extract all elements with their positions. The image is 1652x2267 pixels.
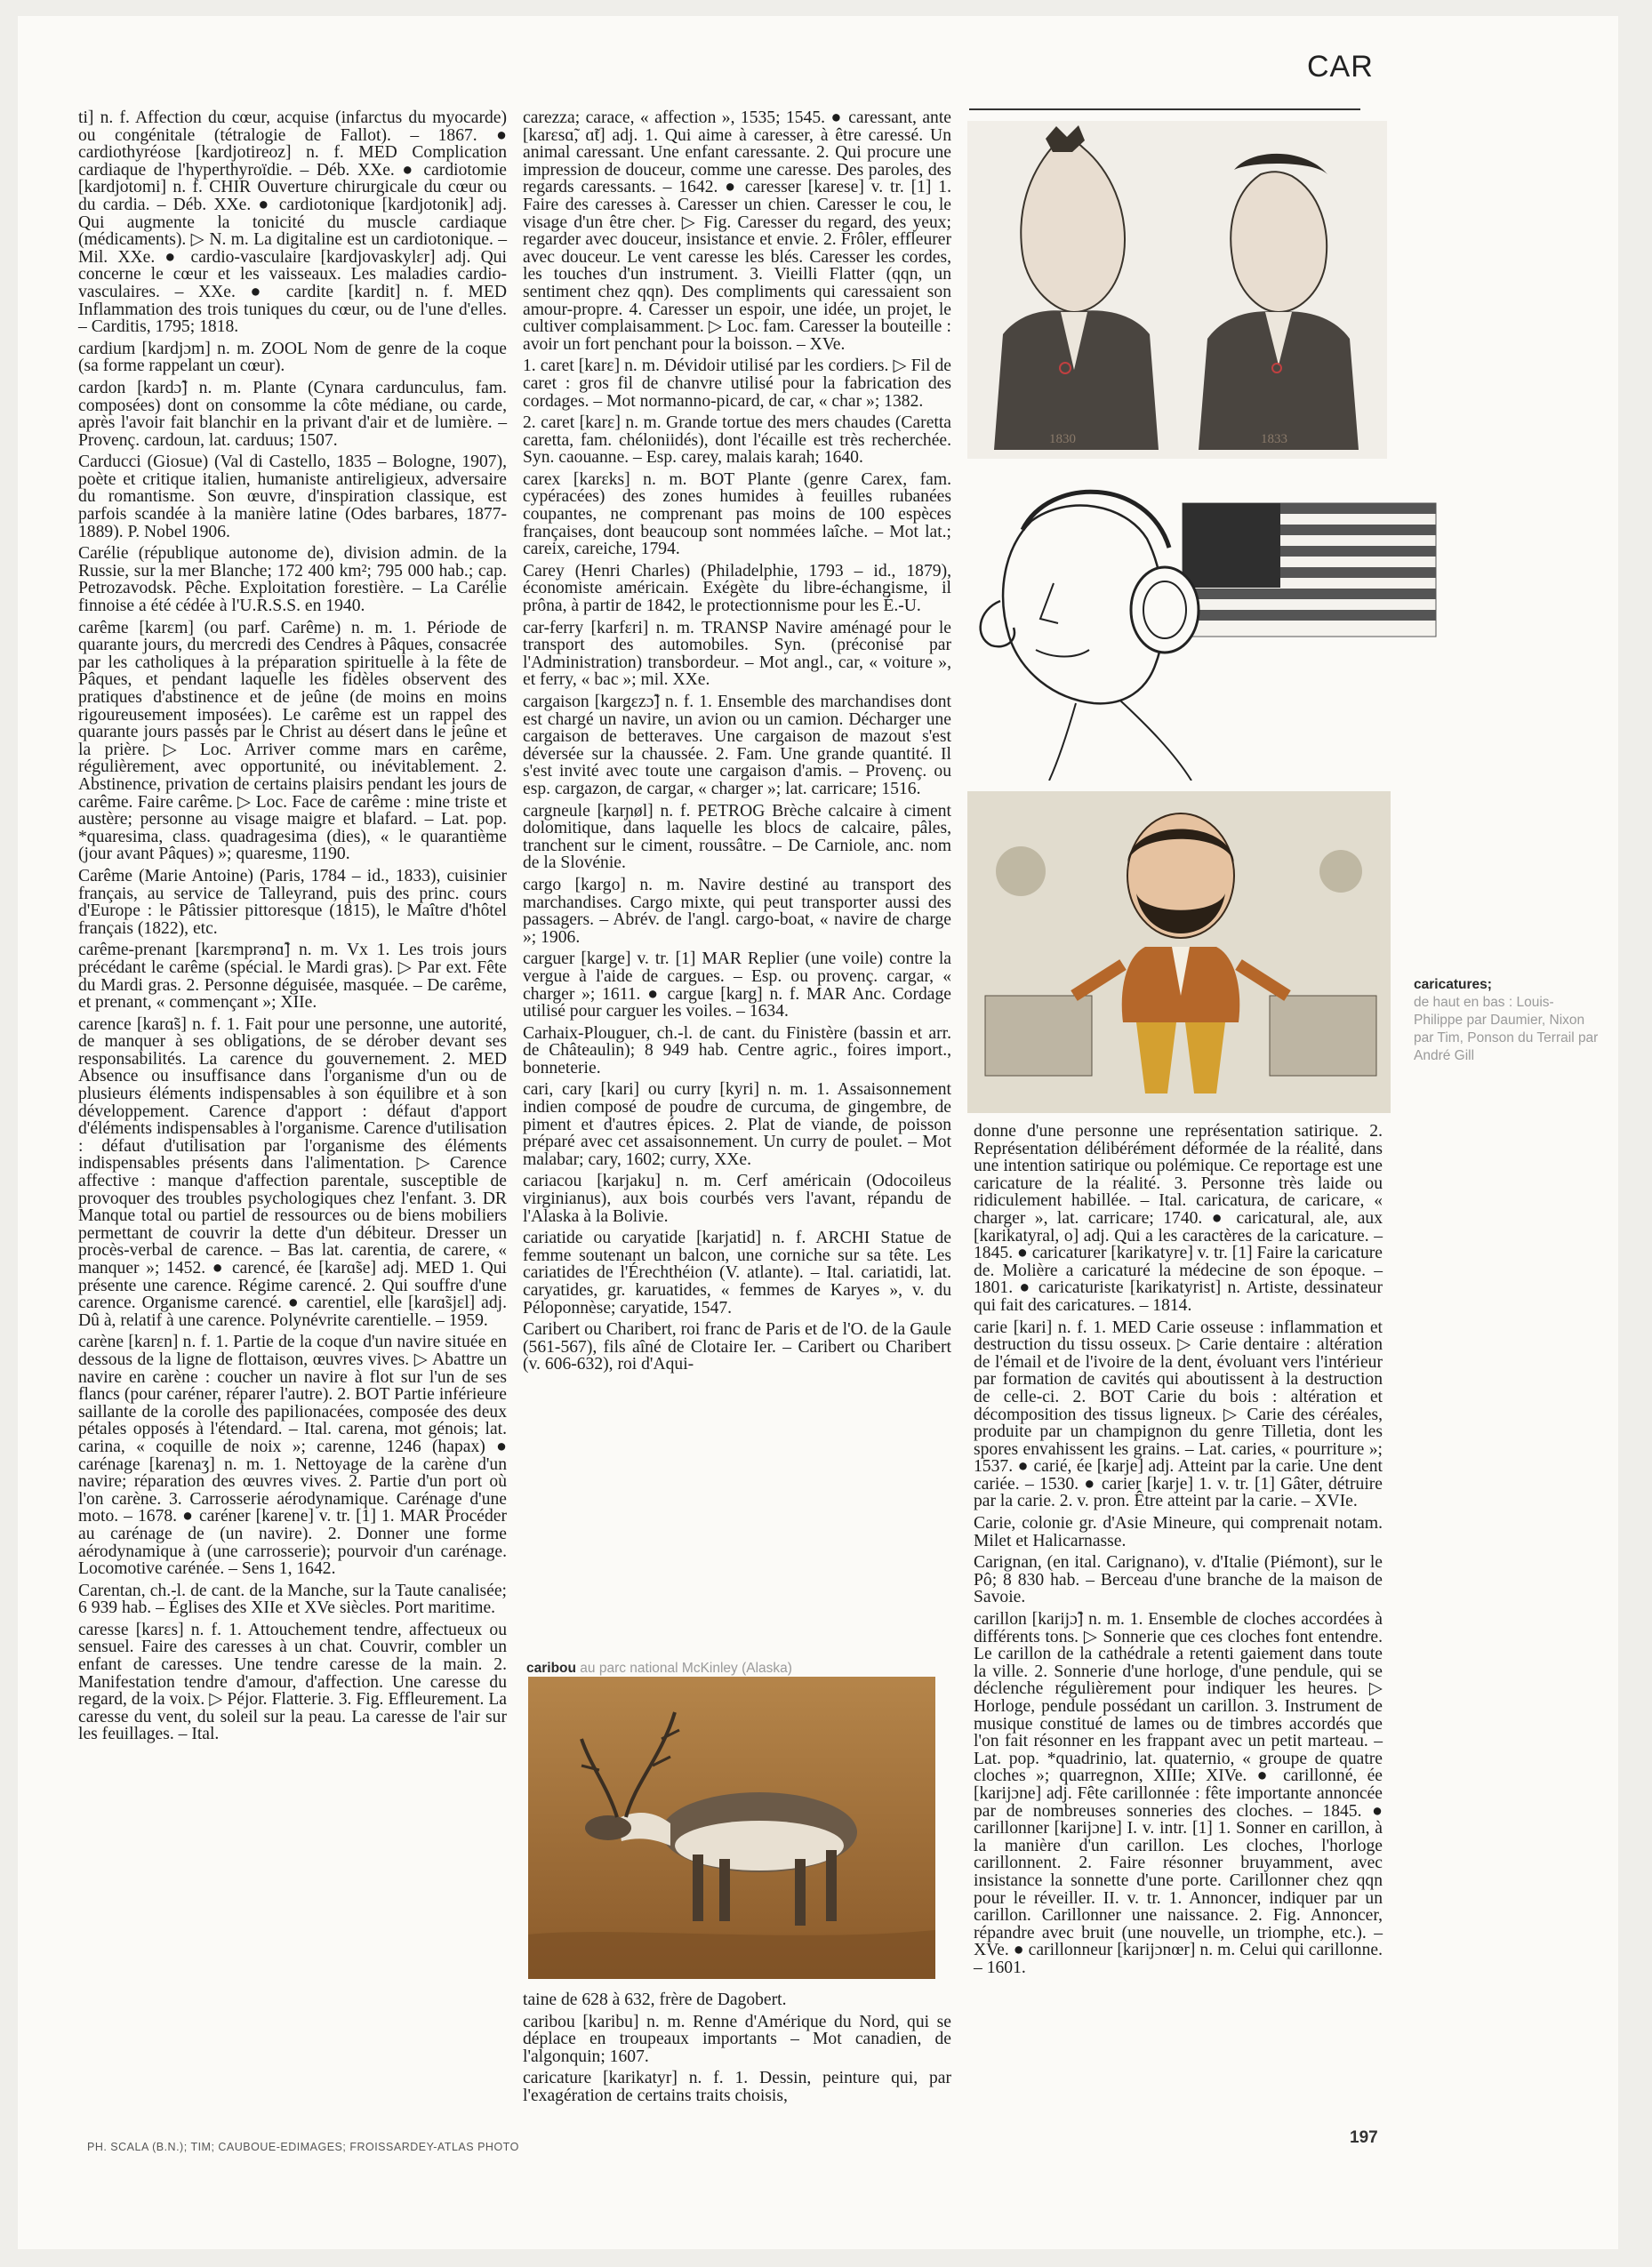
caribou-caption-title: caribou [526,1661,576,1676]
entry-careme-prenant: carême-prenant [karɛmprənɑ̃] n. m. Vx 1. Les trois jours précédant le carême (spécial. le Mardi gras). ▷ Par ext. Fête du Mardi gras. 2. Personne déguisée, masquée. – De carême, et prenant, « commençant »; XIIe. [78,941,507,1013]
entry-caribert-cont: taine de 628 à 632, frère de Dagobert. [523,1991,787,2009]
page-number: 197 [1350,2128,1378,2147]
figure-ponson-du-terrail-gill [967,791,1391,1113]
entry-carie: carie [kari] n. f. 1. MED Carie osseuse : inflammation et destruction du tissu osseux. ▷ Carie dentaire : altération de l'émail et de l'ivoire de la dent, évoluant vers l'intérieur par formation de cavités qui aboutissent à la destruction de celle-ci. 2. BOT Carie du bois : altération et décomposition des tissus ligneux. ▷ Carie des céréales, produite par un champignon du genre Tilletia, dont les spores envahissent les grains. – Lat. caries, « pourriture »; 1537. ● carié, ée [karje] adj. Atteint par la carie. Une dent cariée. – 1530. ● carier [karje] 1. v. tr. [1] Gâter, détruire par la carie. 2. v. pron. Être atteint par la carie. – XVIe. [974,1318,1383,1511]
entry-caricature: caricature [karikatyr] n. f. 1. Dessin, peinture qui, par l'exagération de certains traits choisis, [523,2069,951,2105]
entry-cargo: cargo [kargo] n. m. Navire destiné au transport des marchandises. Cargo mixte, qui peut transporter aussi des passagers. – Abrév. de l'angl. cargo-boat, « navire de charge »; 1906. [523,875,951,947]
entry-cardium: cardium [kardjɔm] n. m. ZOOL Nom de genre de la coque (sa forme rappelant un cœur). [78,339,507,376]
caricatures-caption-text: de haut en bas : Louis-Philippe par Daumier, Nixon par Tim, Ponson du Terrail par André Gill [1414,995,1599,1063]
caribou-photo-illustration [528,1677,935,1979]
entry-carducci: Carducci (Giosue) (Val di Castello, 1835 – Bologne, 1907), poète et critique italien, humaniste antireligieux, adversaire du romantisme. Son œuvre, d'inspiration classique, est parfois scandée à la manière latine (Odes barbares, 1877-1889). P. Nobel 1906. [78,453,507,541]
entry-carguer: carguer [karge] v. tr. [1] MAR Replier (une voile) contre la vergue à l'aide de cargues. – Esp. ou provenç. cargar, « charger »; 1611. ● cargue [karg] n. f. MAR Anc. Cordage utilisé pour carguer les voiles. – 1634. [523,949,951,1021]
column-2-bottom [523,1991,951,2110]
entry-carillon: carillon [karijɔ̃] n. m. 1. Ensemble de cloches accordées à différents tons. ▷ Sonnerie que ces cloches font entendre. Le carillon de la cathédrale a retenti gaiement dans toute la ville. 2. Sonnerie d'une horloge, d'une pendule, qui se déclenche régulièrement pour indiquer les heures. ▷ Horloge, pendule possédant un carillon. 3. Instrument de musique constitué de lames ou de timbres accordés que l'on fait résonner en les frappant avec un petit marteau. – Lat. pop. *quadrinio, lat. quaternio, « groupe de quatre cloches »; quarregnon, XIIIe; XIVe. ● carillonné, ée [karijɔne] adj. Fête carillonnée : fête importante annoncée par de nombreuses sonneries des cloches. – 1845. ● carillonner [karijɔne] I. v. intr. [1] 1. Sonner en carillon, à la manière d'un carillon. Les cloches, l'horloge carillonnent. 2. Faire résonner bruyamment, avec insistance la sonnette d'une porte. Carillonner chez qqn pour le réveiller. II. v. tr. 1. Annoncer, indiquer par un carillon. Carillonner une naissance. 2. Fig. Annoncer, répandre avec bruit (une nouvelle, un triomphe, etc.). – XVe. ● carillonneur [karijɔnœr] n. m. Celui qui carillonne. – 1601. [974,1610,1383,1977]
caricatures-caption [1414,976,1600,1065]
entry-caresse: caresse [karɛs] n. f. 1. Attouchement tendre, affectueux ou sensuel. Faire des caresses à un chat. Couvrir, combler un enfant de caresses. Une tendre caresse de la main. 2. Manifestation tendre d'amour, d'affection. Une caresse du regard, de la voix. ▷ Péjor. Flatterie. 3. Fig. Effleurement. La caresse du vent, du soleil sur la peau. La caresse de l'air sur les feuillages. – Ital. [78,1620,507,1744]
entry-cargneule: cargneule [karɲøl] n. f. PETROG Brèche calcaire à ciment dolomitique, dans laquelle les blocs de calcaire, pâles, tranchent sur le ciment, roussâtre. – De Carniole, anc. nom de la Slovénie. [523,801,951,873]
entry-carene: carène [karɛn] n. f. 1. Partie de la coque d'un navire située en dessous de la ligne de flottaison, œuvres vives. ▷ Abattre un navire en carène : coucher un navire à flot sur l'un de ses flancs (pour caréner, réparer l'autre). 2. BOT Partie inférieure saillante de la corolle des papilionacées, composée des deux pétales opposés à l'étendard. – Ital. carena, mot génois; lat. carina, « coquille de noix »; carenne, 1246 (hapax) ● carénage [karenaʒ] n. m. 1. Nettoyage de la carène d'un navire; réparation des œuvres vives. 2. Partie d'un port où l'on carène. 3. Carrosserie aérodynamique. Carénage d'une moto. – 1678. ● caréner [karene] v. tr. [1] 1. MAR Procéder au carénage de (un navire). 2. Donner une forme aérodynamique à (une carrosserie); pourvoir d'un carénage. Locomotive carénée. – Sens 1, 1642. [78,1333,507,1579]
column-2 [523,109,951,1378]
year-label-1833: 1833 [1261,432,1287,446]
entry-cariacou: cariacou [karjaku] n. m. Cerf américain (Odocoileus virginianus), aux bois courbés vers l'avant, répandu de l'Alaska à la Bolivie. [523,1172,951,1226]
running-head: CAR [1307,50,1374,84]
year-label-1830: 1830 [1049,432,1076,446]
dictionary-page [18,16,1618,2249]
entry-carey: Carey (Henri Charles) (Philadelphie, 1793 – id., 1879), économiste américain. Exégète du libre-échangisme, il prôna, à partir de 1842, le protectionnisme pour les É.-U. [523,561,951,616]
caribou-caption-text: au parc national McKinley (Alaska) [580,1661,792,1676]
caribou-caption [526,1661,944,1677]
photo-credits: PH. SCALA (B.N.); TIM; CAUBOUE-EDIMAGES; FROISSARDEY-ATLAS PHOTO [87,2141,519,2153]
entry-carex: carex [karɛks] n. m. BOT Plante (genre Carex, fam. cypéracées) des zones humides à feuilles rubanées coupantes, ne comprenant pas moins de 100 espèces françaises, dont beaucoup sont nommées laîche. – Mot lat.; careix, careiche, 1794. [523,469,951,559]
daumier-caricature-illustration [967,121,1387,459]
figure-louis-philippe-daumier [967,121,1387,459]
entry-careme: carême [karɛm] (ou parf. Carême) n. m. 1. Période de quarante jours, du mercredi des Cendres à Pâques, consacrée par les catholiques à la préparation spirituelle à la fête de Pâques, et pendant laquelle les fidèles observent des pratiques d'abstinence et de jeûne (de moins en moins rigoureusement imposées). Le carême est un rappel des quarante jours passés par le Christ au désert dans le jeûne et la prière. ▷ Loc. Arriver comme mars en carême, régulièrement, avec opportunité, ou inévitablement. 2. Abstinence, privation de certains plaisirs pendant les jours de carême. Faire carême. ▷ Loc. Face de carême : mine triste et austère; personne au visage maigre et blafard. – Lat. pop. *quaresima, class. quadragesima (dies), « le quarantième (jour avant Pâques) »; quaresme, 1190. [78,618,507,864]
column-1 [78,109,507,1748]
entry-cari: cari, cary [kari] ou curry [kyri] n. m. 1. Assaisonnement indien composé de poudre de curcuma, de gingembre, de piment et d'autres épices. 2. Plat de viande, de poisson préparé avec cet assaisonnement. Un curry de poulet. – Mot malabar; cary, 1602; curry, XXe. [523,1080,951,1169]
us-flag-drawing [1183,503,1436,637]
entry-caret-2: 2. caret [karɛ] n. m. Grande tortue des mers chaudes (Caretta caretta, fam. chéloniidés), dont l'écaille est très recherchée. Syn. caouanne. – Esp. carey, malais karah; 1640. [523,413,951,468]
entry-carignan: Carignan, (en ital. Carignano), v. d'Italie (Piémont), sur le Pô; 8 830 hab. – Berceau d'une branche de la maison de Savoie. [974,1553,1383,1607]
caricatures-caption-title: caricatures; [1414,977,1492,992]
header-rule [969,108,1360,110]
entry-carence: carence [karɑ̃s] n. f. 1. Fait pour une personne, une autorité, de manquer à ses obligations, de se dérober devant ses responsabilités. La carence du gouvernement. 2. MED Absence ou insuffisance dans l'organisme d'un ou de plusieurs éléments indispensables à son équilibre et à son développement. Carence d'apport : défaut d'apport d'éléments indispensables à l'organisme. Carence d'utilisation : défaut d'utilisation par l'organisme des éléments indispensables présents dans l'alimentation. ▷ Carence affective : manque d'affection parentale, susceptible de provoquer des troubles psychologiques chez l'enfant. 3. DR Manque total ou partiel de ressources ou de biens mobiliers permettant de couvrir la dette d'un débiteur. Dresser un procès-verbal de carence. – Bas lat. carentia, de carere, « manquer »; 1452. ● carencé, ée [karɑ̃se] adj. MED 1. Qui présente une carence. Régime carencé. 2. Qui souffre d'une carence. Organisme carencé. ● carentiel, elle [karɑ̃sjɛl] adj. Dû à, relatif à une carence. Polynévrite carentielle. – 1959. [78,1014,507,1330]
ponson-du-terrail-caricature-illustration [967,791,1391,1113]
entry-caret-1: 1. caret [karɛ] n. m. Dévidoir utilisé par les cordiers. ▷ Fil de caret : gros fil de chanvre utilisé pour la fabrication des cordages. – Mot normanno-picard, de car, « char »; 1382. [523,356,951,411]
entry-carelie: Carélie (république autonome de), division admin. de la Russie, sur la mer Blanche; 172 400 km²; 795 000 hab.; cap. Petrozavodsk. Pêche. Exploitation forestière. – La Carélie finnoise a été cédée à l'U.R.S.S. en 1940. [78,544,507,616]
entry-carie-colonie: Carie, colonie gr. d'Asie Mineure, qui comprenait notam. Milet et Halicarnasse. [974,1514,1383,1550]
entry-caricature-cont: donne d'une personne une représentation satirique. 2. Représentation délibérément déformée de la réalité, dans une intention satirique ou polémique. Ce reportage est une caricature de la réalité. 3. Personne très laide ou ridiculement habillée. – Ital. caricatura, de caricare, « charger », lat. carricare; 1740. ● caricatural, ale, aux [karikatyral, o] adj. Qui a les caractères de la caricature. – 1845. ● caricaturer [karikatyre] v. tr. [1] Faire la caricature de. Molière a caricaturé la médecine de son époque. – 1801. ● caricaturiste [karikatyrist] n. Artiste, dessinateur qui fait des caricatures. – 1814. [974,1122,1383,1315]
entry-car-ferry: car-ferry [karfɛri] n. m. TRANSP Navire aménagé pour le transport des automobiles. Syn. (préconisé par l'Administration) transbordeur. – Mot angl., car, « voiture », et ferry, « bac »; mil. XXe. [523,618,951,690]
column-3 [974,1123,1383,1982]
entry-cargaison: cargaison [kargɛzɔ̃] n. f. 1. Ensemble des marchandises dont est chargé un navire, un avion ou un camion. Décharger une cargaison de betteraves. Une cargaison de mazout s'est déversée sur la chaussée. 2. Fam. Une grande quantité. Il s'est invité avec toute une cargaison d'amis. – Provenç. ou esp. cargazon, de cargar, « charger »; lat. carricare; 1516. [523,693,951,798]
figure-nixon-tim [969,468,1440,781]
entry-careme-marie-antoine: Carême (Marie Antoine) (Paris, 1784 – id., 1833), cuisinier français, au service de Talleyrand, puis des princ. cours d'Europe : le Pâtissier pittoresque (1815), le Maître d'hôtel français (1822), etc. [78,866,507,938]
entry-carentan: Carentan, ch.-l. de cant. de la Manche, sur la Taute canalisée; 6 939 hab. – Églises des XIIe et XVe siècles. Port maritime. [78,1581,507,1618]
entry-caribou: caribou [karibu] n. m. Renne d'Amérique du Nord, qui se déplace en troupeaux importants – Mot canadien, de l'algonquin; 1607. [523,2012,951,2066]
entry-caresse-cont: carezza; carace, « affection », 1535; 1545. ● caressant, ante [karɛsɑ̃, ɑ̃t] adj. 1. Qui aime à caresser, à être caressé. Un animal caressant. Une enfant caressante. 2. Qui procure une impression de douceur, comme une caresse. Des paroles, des regards caressants. – 1642. ● caresser [karese] v. tr. [1] 1. Faire des caresses à. Caresser un chien. Caresser le cou, le visage d'un être cher. ▷ Fig. Caresser du regard, des yeux; regarder avec douceur, insistance et envie. 2. Frôler, effleurer avec douceur. Le vent caresse les blés. Caresser les cordes, les touches d'un instrument. 3. Vieilli Flatter (qqn, un sentiment chez qqn). Des compliments qui caressaient son amour-propre. 4. Caresser un espoir, une idée, un projet, le cultiver complaisamment. ▷ Loc. fam. Caresser la bouteille : avoir un fort penchant pour la boisson. – XVe. [523,108,951,354]
entry-caribert: Caribert ou Charibert, roi franc de Paris et de l'O. de la Gaule (561-567), fils aîné de Clotaire Ier. – Caribert ou Charibert (v. 606-632), roi d'Aqui- [523,1320,951,1374]
entry-cardon: cardon [kardɔ̃] n. m. Plante (Cynara cardunculus, fam. composées) dont on consomme la côte médiane, ou carde, après l'avoir fait blanchir en la privant d'air et de lumière. – Provenç. cardoun, lat. carduus; 1507. [78,378,507,450]
nixon-caricature-illustration [969,468,1440,781]
entry-cariatide: cariatide ou caryatide [karjatid] n. f. ARCHI Statue de femme soutenant un balcon, une corniche sur sa tête. Les cariatides de l'Érechthéion (V. atlante). – Ital. cariatidi, lat. caryatides, gr. karuatides, « femmes de Karyes », v. du Péloponnèse; caryatide, 1547. [523,1229,951,1318]
entry-carhaix-plouguer: Carhaix-Plouguer, ch.-l. de cant. du Finistère (bassin et arr. de Châteaulin); 8 949 hab. Centre agric., foires import., bonneterie. [523,1023,951,1077]
figure-caribou-photo [528,1677,935,1979]
entry-cardiopathie-cont: ti] n. f. Affection du cœur, acquise (infarctus du myocarde) ou congénitale (tétralogie de Fallot). – 1867. ● cardiothyréose [kardjotireoz] n. f. MED Complication cardiaque de l'hyperthyroïdie. – Déb. XXe. ● cardiotomie [kardjotomi] n. f. CHIR Ouverture chirurgicale du cœur ou du cardia. – Déb. XXe. ● cardiotonique [kardjotonik] adj. Qui augmente la tonicité du muscle cardiaque (médicaments). ▷ N. m. La digitaline est un cardiotonique. – Mil. XXe. ● cardio-vasculaire [kardjovaskylɛr] adj. Qui concerne le cœur et les vaisseaux. Les maladies cardio-vasculaires. – XXe. ● cardite [kardit] n. f. MED Inflammation des trois tuniques du cœur, ou de l'une d'elles. – Carditis, 1795; 1818. [78,108,507,337]
